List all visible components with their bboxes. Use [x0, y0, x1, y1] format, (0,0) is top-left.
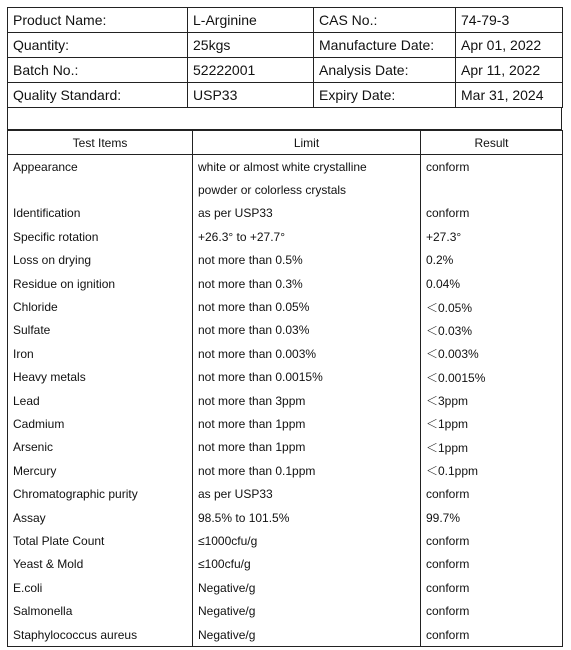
- expiry-date-value: Mar 31, 2024: [456, 83, 563, 108]
- test-item-cell: Yeast & Mold: [8, 553, 193, 576]
- limit-cell: not more than 0.003%: [193, 342, 421, 365]
- column-header-limit: Limit: [193, 131, 421, 155]
- batch-label: Batch No.:: [8, 58, 188, 83]
- test-item-cell: Loss on drying: [8, 249, 193, 272]
- product-info-row: [8, 83, 563, 108]
- result-cell: conform: [421, 553, 563, 576]
- product-name-label: Product Name:: [8, 8, 188, 33]
- quality-standard-value: USP33: [188, 83, 314, 108]
- limit-cell: white or almost white crystalline: [193, 155, 421, 179]
- result-cell: ＜0.05%: [421, 295, 563, 318]
- result-cell: ＜1ppm: [421, 412, 563, 435]
- table-row: [8, 295, 563, 318]
- limit-cell: powder or colorless crystals: [193, 178, 421, 201]
- table-row: [8, 553, 563, 576]
- test-item-cell: Sulfate: [8, 319, 193, 342]
- limit-cell: not more than 0.0015%: [193, 366, 421, 389]
- column-header-test-items: Test Items: [8, 131, 193, 155]
- table-row: [8, 623, 563, 647]
- test-item-cell: Identification: [8, 202, 193, 225]
- test-item-cell: Heavy metals: [8, 366, 193, 389]
- product-info-row: [8, 8, 563, 33]
- limit-cell: not more than 3ppm: [193, 389, 421, 412]
- table-row: [8, 389, 563, 412]
- limit-cell: not more than 0.03%: [193, 319, 421, 342]
- test-item-cell: Specific rotation: [8, 225, 193, 248]
- expiry-date-label: Expiry Date:: [314, 83, 456, 108]
- table-row: [8, 319, 563, 342]
- table-row: [8, 272, 563, 295]
- limit-cell: as per USP33: [193, 202, 421, 225]
- test-item-cell: Chromatographic purity: [8, 482, 193, 505]
- table-row: [8, 342, 563, 365]
- result-cell: conform: [421, 482, 563, 505]
- quantity-value: 25kgs: [188, 33, 314, 58]
- limit-cell: Negative/g: [193, 623, 421, 647]
- limit-cell: 98.5% to 101.5%: [193, 506, 421, 529]
- cas-label: CAS No.:: [314, 8, 456, 33]
- table-row: [8, 436, 563, 459]
- test-item-cell: Lead: [8, 389, 193, 412]
- result-cell: ＜0.03%: [421, 319, 563, 342]
- test-item-cell: Mercury: [8, 459, 193, 482]
- product-info-row: [8, 58, 563, 83]
- result-cell: 0.2%: [421, 249, 563, 272]
- limit-cell: as per USP33: [193, 482, 421, 505]
- table-row: [8, 529, 563, 552]
- result-cell: conform: [421, 529, 563, 552]
- batch-value: 52222001: [188, 58, 314, 83]
- test-item-cell: Total Plate Count: [8, 529, 193, 552]
- table-row: [8, 155, 563, 179]
- test-item-cell: Arsenic: [8, 436, 193, 459]
- table-row: [8, 202, 563, 225]
- column-header-result: Result: [421, 131, 563, 155]
- limit-cell: not more than 1ppm: [193, 412, 421, 435]
- column-header-row: [8, 131, 563, 155]
- table-row: [8, 576, 563, 599]
- analysis-date-label: Analysis Date:: [314, 58, 456, 83]
- result-cell: conform: [421, 155, 563, 179]
- test-item-cell: Salmonella: [8, 599, 193, 622]
- result-cell: conform: [421, 623, 563, 647]
- test-item-cell: Appearance: [8, 155, 193, 179]
- result-cell: conform: [421, 576, 563, 599]
- spacer-row: [7, 108, 562, 130]
- table-row: [8, 178, 563, 201]
- test-item-cell: Iron: [8, 342, 193, 365]
- manufacture-date-value: Apr 01, 2022: [456, 33, 563, 58]
- limit-cell: Negative/g: [193, 576, 421, 599]
- product-name-value: L-Arginine: [188, 8, 314, 33]
- table-row: [8, 459, 563, 482]
- product-info-table: [7, 7, 563, 108]
- result-cell: ＜3ppm: [421, 389, 563, 412]
- test-item-cell: Chloride: [8, 295, 193, 318]
- manufacture-date-label: Manufacture Date:: [314, 33, 456, 58]
- limit-cell: ≤1000cfu/g: [193, 529, 421, 552]
- result-cell: +27.3°: [421, 225, 563, 248]
- limit-cell: +26.3° to +27.7°: [193, 225, 421, 248]
- test-item-cell: Assay: [8, 506, 193, 529]
- result-cell: [421, 178, 563, 201]
- certificate-of-analysis: [7, 7, 562, 647]
- table-row: [8, 249, 563, 272]
- table-row: [8, 412, 563, 435]
- result-cell: conform: [421, 599, 563, 622]
- limit-cell: not more than 1ppm: [193, 436, 421, 459]
- limit-cell: not more than 0.1ppm: [193, 459, 421, 482]
- table-row: [8, 366, 563, 389]
- test-item-cell: Cadmium: [8, 412, 193, 435]
- product-info-row: [8, 33, 563, 58]
- test-item-cell: Staphylococcus aureus: [8, 623, 193, 647]
- limit-cell: Negative/g: [193, 599, 421, 622]
- analysis-date-value: Apr 11, 2022: [456, 58, 563, 83]
- quantity-label: Quantity:: [8, 33, 188, 58]
- result-cell: ＜1ppm: [421, 436, 563, 459]
- result-cell: ＜0.003%: [421, 342, 563, 365]
- test-results-table: [7, 130, 563, 647]
- result-cell: 0.04%: [421, 272, 563, 295]
- test-item-cell: [8, 178, 193, 201]
- limit-cell: not more than 0.5%: [193, 249, 421, 272]
- blank-cell: [8, 108, 562, 130]
- limit-cell: ≤100cfu/g: [193, 553, 421, 576]
- table-row: [8, 506, 563, 529]
- test-item-cell: E.coli: [8, 576, 193, 599]
- test-rows: [8, 155, 563, 647]
- cas-value: 74-79-3: [456, 8, 563, 33]
- test-item-cell: Residue on ignition: [8, 272, 193, 295]
- table-row: [8, 482, 563, 505]
- limit-cell: not more than 0.3%: [193, 272, 421, 295]
- result-cell: ＜0.0015%: [421, 366, 563, 389]
- result-cell: conform: [421, 202, 563, 225]
- result-cell: ＜0.1ppm: [421, 459, 563, 482]
- limit-cell: not more than 0.05%: [193, 295, 421, 318]
- table-row: [8, 599, 563, 622]
- result-cell: 99.7%: [421, 506, 563, 529]
- quality-standard-label: Quality Standard:: [8, 83, 188, 108]
- table-row: [8, 225, 563, 248]
